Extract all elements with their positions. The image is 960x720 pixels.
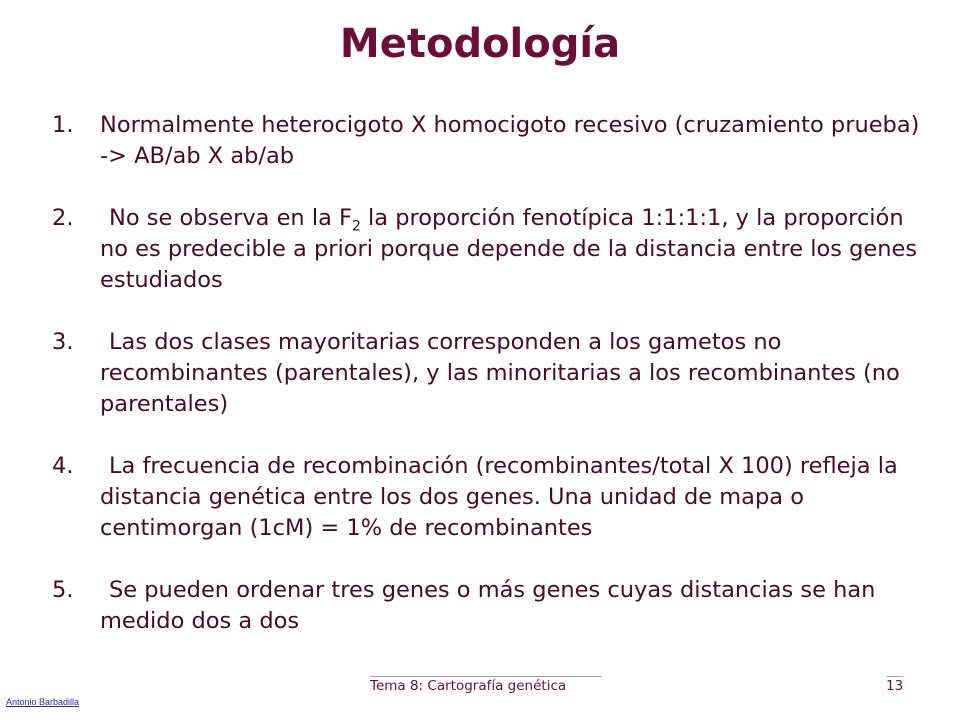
subscript: 2 <box>351 218 361 235</box>
item-number: 3. <box>52 329 74 355</box>
item-number: 5. <box>52 577 74 603</box>
item-text-after: la proporción fenotípica 1:1:1:1, y la proporción no es predecible a priori porque depende de la distancia entre los genes estudiados <box>100 205 918 293</box>
item-text-before: No se observa en la F <box>109 205 352 231</box>
page-number: 13 <box>886 678 904 694</box>
footer-topic: Tema 8: Cartografía genética <box>370 676 602 694</box>
item-text: La frecuencia de recombinación (recombinantes/total X 100) refleja la distancia genética entre los dos genes. Una unidad de mapa o centimorgan (1cM) = 1% de recombinantes <box>100 453 898 541</box>
item-text: Las dos clases mayoritarias corresponden a los gametos no recombinantes (parentales), y las minoritarias a los recombinantes (no parentales) <box>100 329 900 417</box>
list-item <box>52 327 932 420</box>
item-text: Normalmente heterocigoto X homocigoto recesivo (cruzamiento prueba) -> AB/ab X ab/ab <box>100 112 920 169</box>
slide-title: Metodología <box>339 21 621 67</box>
item-number: 2. <box>52 205 74 231</box>
list-item <box>52 203 932 296</box>
item-number: 1. <box>52 112 74 138</box>
list-item <box>52 451 932 544</box>
methodology-list <box>52 110 932 668</box>
item-number: 4. <box>52 453 74 479</box>
list-item <box>52 110 932 172</box>
author-link[interactable]: Antonio Barbadilla <box>6 697 80 707</box>
list-item <box>52 575 932 637</box>
item-text: Se pueden ordenar tres genes o más genes cuyas distancias se han medido dos a dos <box>100 577 876 634</box>
